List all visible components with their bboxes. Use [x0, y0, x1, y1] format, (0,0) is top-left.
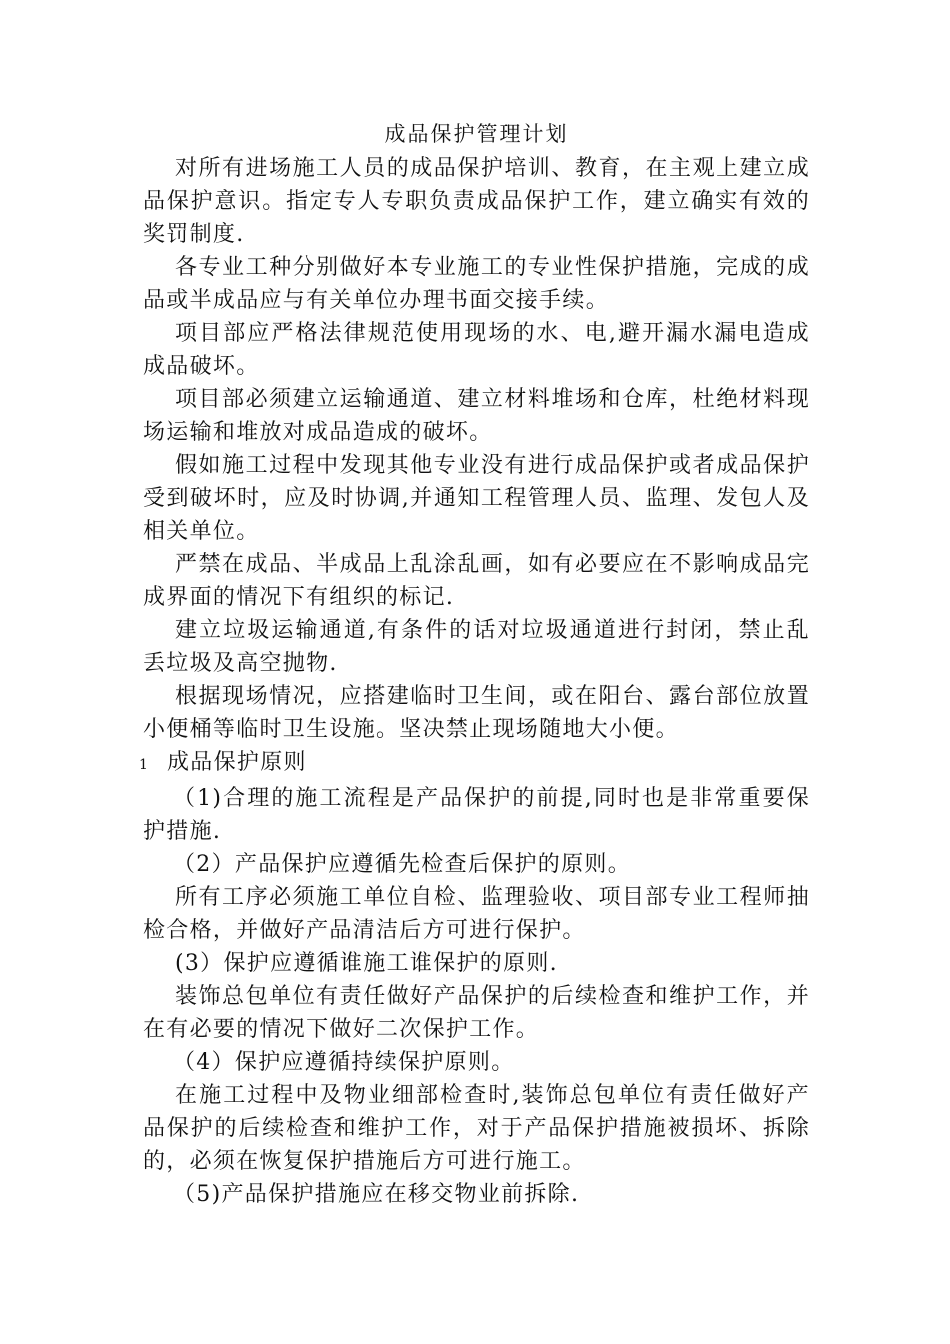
section-heading — [139, 746, 810, 782]
paragraph-coordination: 假如施工过程中发现其他专业没有进行成品保护或者成品保护受到破坏时，应及时协调,并通知工程管理人员、监理、发包人及相关单位。 — [143, 453, 810, 544]
principle-4: （4）保护应遵循持续保护原则。 — [173, 1050, 515, 1075]
section-title: 成品保护原则 — [167, 750, 307, 775]
paragraph-training: 对所有进场施工人员的成品保护培训、教育，在主观上建立成品保护意识。指定专人专职负责成品保护工作，建立确实有效的奖罚制度. — [143, 156, 810, 247]
principle-3-detail: 装饰总包单位有责任做好产品保护的后续检查和维护工作，并在有必要的情况下做好二次保护工作。 — [143, 984, 810, 1042]
principle-3: (3）保护应遵循谁施工谁保护的原则. — [175, 951, 558, 976]
principle-4-detail: 在施工过程中及物业细部检查时,装饰总包单位有责任做好产品保护的后续检查和维护工作，对于产品保护措施被损坏、拆除的，必须在恢复保护措施后方可进行施工。 — [143, 1083, 810, 1174]
section-number: 1 — [139, 757, 150, 773]
principle-5: （5)产品保护措施应在移交物业前拆除. — [173, 1182, 580, 1207]
paragraph-sanitation: 根据现场情况，应搭建临时卫生间，或在阳台、露台部位放置小便桶等临时卫生设施。坚决禁止现场随地大小便。 — [143, 684, 810, 742]
paragraph-water-electricity: 项目部应严格法律规范使用现场的水、电,避开漏水漏电造成成品破坏。 — [143, 321, 810, 379]
principle-2-detail: 所有工序必须施工单位自检、监理验收、项目部专业工程师抽检合格，并做好产品清洁后方可进行保护。 — [143, 885, 810, 943]
document-page — [139, 116, 810, 1211]
paragraph-transport-channel: 项目部必须建立运输通道、建立材料堆场和仓库，杜绝材料现场运输和堆放对成品造成的破坏。 — [143, 387, 810, 445]
document-title: 成品保护管理计划 — [384, 122, 569, 146]
paragraph-garbage-channel: 建立垃圾运输通道,有条件的话对垃圾通道进行封闭，禁止乱丢垃圾及高空抛物. — [143, 618, 810, 676]
paragraph-trade-measures: 各专业工种分别做好本专业施工的专业性保护措施，完成的成品或半成品应与有关单位办理书面交接手续。 — [143, 255, 810, 313]
paragraph-no-graffiti: 严禁在成品、半成品上乱涂乱画，如有必要应在不影响成品完成界面的情况下有组织的标记. — [143, 552, 810, 610]
principle-1: （1)合理的施工流程是产品保护的前提,同时也是非常重要保护措施. — [143, 786, 810, 844]
principle-2: （2）产品保护应遵循先检查后保护的原则。 — [173, 852, 631, 877]
